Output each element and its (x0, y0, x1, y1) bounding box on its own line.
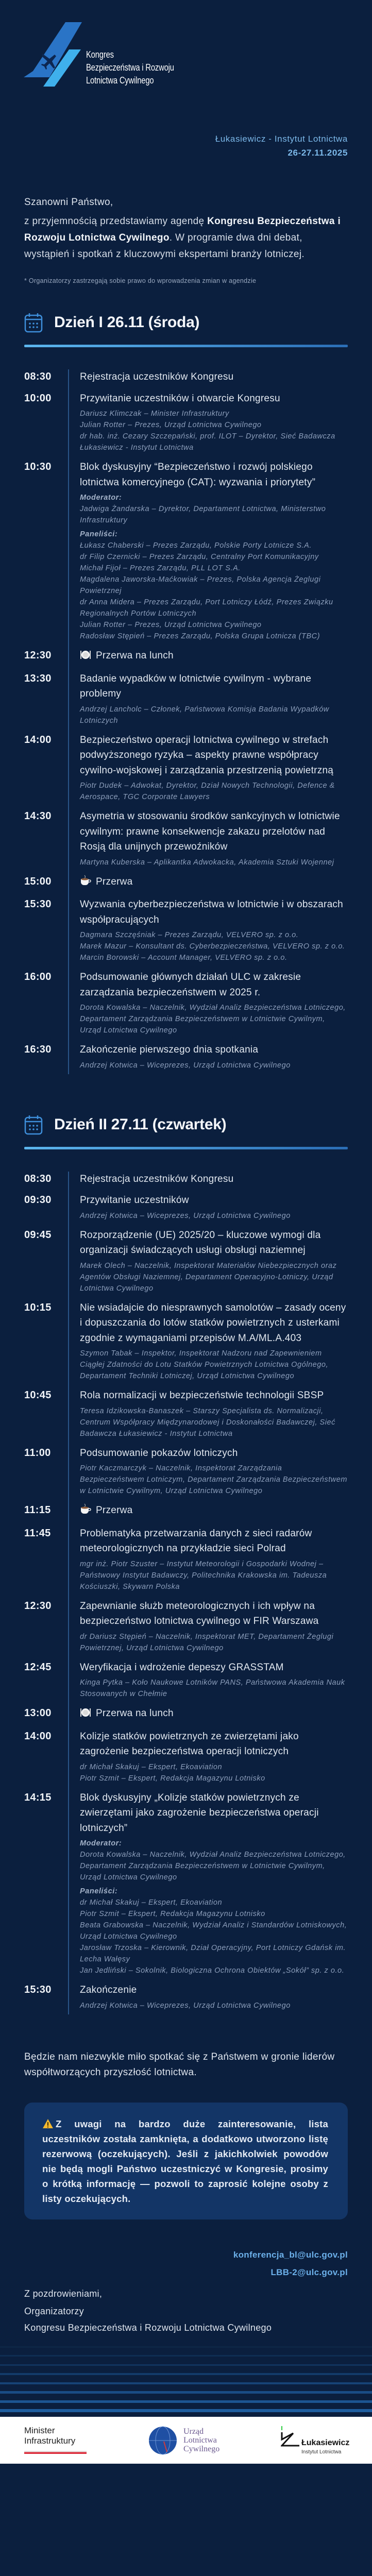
agenda-item (24, 369, 348, 385)
speaker: Marek Olech – Naczelnik, Inspektorat Materiałów Niebezpiecznych oraz Agentów Obsługi Naziemnej, Departament Operacyjno-Lotniczy, Urząd Lotnictwa Cywilnego (80, 1261, 337, 1293)
speaker-group (80, 1761, 348, 1784)
agenda (0, 312, 372, 2011)
intro-text: . W programie dwa dni debat, wystąpień i spotkań z kluczowymi ekspertami branży lotniczej. (24, 232, 305, 260)
speaker: Beata Grabowska – Naczelnik, Wydział Analiz i Standardów Lotniskowych, Urząd Lotnictwa Cywilnego (80, 1921, 347, 1941)
day-title: Dzień II 27.11 (czwartek) (54, 1115, 227, 1133)
agenda-content (80, 1388, 348, 1439)
stripe (0, 2364, 372, 2366)
agenda-content (80, 809, 348, 868)
agenda-title (80, 648, 348, 665)
agenda-item (24, 1526, 348, 1592)
speaker-group (80, 857, 348, 868)
agenda-title (80, 809, 348, 855)
stripe (0, 2346, 372, 2348)
speaker: Martyna Kuberska – Aplikantka Adwokacka, Akademia Sztuki Wojennej (80, 858, 334, 867)
intro-congress-name: Kongresu Bezpieczeństwa i Rozwoju Lotnictwa Cywilnego (24, 216, 341, 243)
speaker: dr Michał Skakuj – Ekspert, Ekoaviation (80, 1899, 223, 1907)
speaker-group (80, 1463, 348, 1497)
stripe (0, 2373, 372, 2375)
agenda-content (80, 733, 348, 803)
agenda-time: 10:30 (24, 461, 52, 472)
agenda-title (80, 1042, 348, 1058)
agenda-title (80, 671, 348, 702)
agenda-time: 15:30 (24, 1984, 52, 1995)
agenda-item (24, 460, 348, 642)
day-title: Dzień I 26.11 (środa) (54, 314, 200, 331)
speaker: Jadwiga Żandarska – Dyrektor, Departament Lotnictwa, Ministerstwo Infrastruktury (80, 505, 326, 524)
speaker-group (80, 780, 348, 803)
intro-paragraph (24, 213, 348, 263)
ministry-logo (24, 2426, 87, 2454)
agenda-time: 10:15 (24, 1301, 52, 1313)
agenda-title (80, 1388, 348, 1403)
logo-line: Kongres (86, 49, 114, 60)
decorative-stripes (0, 2342, 372, 2417)
ulc-logo-line: Urząd (183, 2427, 204, 2436)
agenda-time: 10:00 (24, 392, 52, 404)
agenda-title-text: Nie wsiadajcie do niesprawnych samolotów – zasady oceny i dopuszczania do lotów statków powietrznych z usterkami zgodnie z wymaganiami przepisów M.A/ML.A.403 (80, 1302, 346, 1344)
stripe (0, 2355, 372, 2357)
ministry-logo-line: Infrastruktury (24, 2435, 76, 2446)
congress-logo-icon (23, 22, 84, 88)
agenda-title-text: Zapewnianie służb meteorologicznych i ich wpływ na bezpieczeństwo lotnictwa cywilnego w FIR Warszawa (80, 1600, 319, 1626)
speaker-group (80, 1886, 348, 1976)
day-header (24, 312, 348, 333)
agenda-content (80, 1042, 348, 1071)
lukasiewicz-subtitle: Instytut Lotnictwa (301, 2449, 342, 2455)
agenda-title-text: Zakończenie pierwszego dnia spotkania (80, 1044, 259, 1055)
agenda-content (80, 1660, 348, 1700)
agenda-time: 12:30 (24, 1600, 52, 1612)
speaker-group (80, 1060, 348, 1071)
agenda-item (24, 1790, 348, 1977)
agenda-item (24, 1599, 348, 1654)
agenda-title (80, 1172, 348, 1187)
agenda-item (24, 1729, 348, 1784)
agenda-title-text: Przerwa (96, 1505, 133, 1516)
agenda-item (24, 1193, 348, 1222)
speaker: Radosław Stępień – Prezes Zarządu, Polska Grupa Lotnicza (TBC) (80, 632, 320, 640)
agenda-item (24, 648, 348, 665)
lunch-plate-icon (80, 650, 91, 665)
agenda-title-text: Podsumowanie głównych działań ULC w zakresie zarządzania bezpieczeństwem w 2025 r. (80, 972, 301, 998)
speaker: Julian Rotter – Prezes, Urząd Lotnictwa Cywilnego (80, 621, 262, 629)
ulc-logo-line: Lotnictwa (183, 2436, 217, 2445)
signature-line: Kongresu Bezpieczeństwa i Rozwoju Lotnictwa Cywilnego (24, 2322, 272, 2333)
agenda-title-text: Przerwa (96, 876, 133, 887)
agenda-item (24, 897, 348, 963)
agenda-item (24, 1503, 348, 1520)
stripe (0, 2391, 372, 2394)
coffee-icon (80, 875, 91, 891)
agenda-content (80, 1503, 348, 1520)
speaker-group (80, 704, 348, 726)
agenda-item (24, 1300, 348, 1382)
agenda-content (80, 897, 348, 963)
speaker: Jan Jedliński – Sokolnik, Biologiczna Ochrona Obiektów „Sokół” sp. z o.o. (80, 1967, 345, 1975)
agenda-list (24, 369, 348, 1071)
agenda-time: 11:45 (24, 1527, 51, 1539)
agenda-content (80, 970, 348, 1036)
agenda-title (80, 1982, 348, 1998)
agenda-item (24, 874, 348, 891)
day-header (24, 1114, 348, 1135)
speaker-group (80, 1838, 348, 1883)
speaker-group-label: Paneliści: (80, 530, 118, 538)
ulc-logo (148, 2426, 219, 2455)
agenda-title-text: Rozporządzenie (UE) 2025/20 – kluczowe wymogi dla organizacji świadczących usługi obsługi naziemnej (80, 1229, 321, 1256)
speaker: Andrzej Kotwica – Wiceprezes, Urząd Lotnictwa Cywilnego (80, 2001, 291, 2010)
day-section (0, 312, 372, 1071)
agenda-title (80, 1503, 348, 1520)
agenda-title (80, 897, 348, 927)
email-link-konferencja[interactable]: konferencja_bl@ulc.gov.pl (233, 2249, 348, 2260)
agenda-item (24, 671, 348, 726)
agenda-content (80, 460, 348, 642)
agenda-content (80, 1172, 348, 1187)
speaker: dr Dariusz Stępień – Naczelnik, Inspektorat MET, Departament Żeglugi Powietrznej, Urząd Lotnictwa Cywilnego (80, 1632, 334, 1652)
speaker: Teresa Idzikowska-Banaszek – Starszy Specjalista ds. Normalizacji, Centrum Współpracy Międzynarodowej i Doskonałości Badawczej, Sieć Badawcza Łukasiewicz - Instytut Lotnictwa (80, 1406, 335, 1438)
agenda-item (24, 1042, 348, 1071)
agenda-title-text: Przerwa na lunch (96, 650, 174, 661)
agenda-item (24, 970, 348, 1036)
agenda-time: 11:15 (24, 1504, 51, 1516)
agenda-title (80, 1706, 348, 1723)
agenda-title-text: Kolizje statków powietrznych ze zwierzętami jako zagrożenie bezpieczeństwa operacji lotniczych (80, 1731, 299, 1757)
agenda-title (80, 1228, 348, 1258)
agenda-title-text: Bezpieczeństwo operacji lotnictwa cywilnego w strefach podwyższonego ryzyka – aspekty prawne współpracy cywilno-wojskowej i zarządzania przestrzenią powietrzną (80, 734, 334, 776)
agenda-title-text: Blok dyskusyjny „Kolizje statków powietrznych ze zwierzętami jako zagrożenie bezpieczeństwa operacji lotniczych” (80, 1792, 319, 1834)
speaker: Dorota Kowalska – Naczelnik, Wydział Analiz Bezpieczeństwa Lotniczego, Departament Zarządzania Bezpieczeństwem w Lotnictwie Cywilnym, Urząd Lotnictwa Cywilnego (80, 1851, 346, 1882)
agenda-content (80, 1228, 348, 1294)
agenda-time: 13:00 (24, 1707, 52, 1719)
speaker-group (80, 929, 348, 963)
speaker-group (80, 529, 348, 642)
agenda-item (24, 391, 348, 454)
agenda-time: 12:30 (24, 650, 52, 661)
speaker: Jarosław Trzoska – Kierownik, Dział Operacyjny, Port Lotniczy Gdańsk im. Lecha Wałęsy (80, 1944, 346, 1963)
agenda-item (24, 733, 348, 803)
logo-line: Lotnictwa Cywilnego (86, 75, 154, 86)
agenda-item (24, 1388, 348, 1439)
congress-logo-text (86, 48, 174, 87)
speaker: Dariusz Klimczak – Minister Infrastruktury (80, 410, 229, 418)
intro (0, 194, 372, 286)
agenda-title (80, 1599, 348, 1629)
agenda-content (80, 369, 348, 385)
agenda-title-text: Przywitanie uczestników i otwarcie Kongresu (80, 393, 280, 404)
venue-block (215, 132, 348, 160)
speaker: dr hab. inż. Cezary Szczepański, prof. ILOT – Dyrektor, Sieć Badawcza Łukasiewicz - Instytut Lotnictwa (80, 432, 335, 452)
speaker: Marek Mazur – Konsultant ds. Cyberbezpieczeństwa, VELVERO sp. z o.o. (80, 942, 345, 951)
agenda-title (80, 1193, 348, 1208)
speaker: Julian Rotter – Prezes, Urząd Lotnictwa Cywilnego (80, 421, 262, 429)
speaker: Andrzej Kotwica – Wiceprezes, Urząd Lotnictwa Cywilnego (80, 1211, 291, 1220)
calendar-icon (24, 1114, 43, 1135)
agenda-title (80, 391, 348, 406)
speaker-group (80, 1348, 348, 1382)
agenda-time: 15:30 (24, 899, 52, 910)
speaker-group (80, 1260, 348, 1294)
agenda-title-text: Asymetria w stosowaniu środków sankcyjnych w lotnictwie cywilnym: prawne konsekwencje zakazu przelotów nad Rosją dla unijnych przewoźników (80, 811, 340, 852)
greeting: Szanowni Państwo, (24, 197, 113, 208)
agenda-time: 14:15 (24, 1791, 52, 1803)
agenda-content (80, 1599, 348, 1654)
agenda-title (80, 970, 348, 1000)
speaker: Piotr Dudek – Adwokat, Dyrektor, Dział Nowych Technologii, Defence & Aerospace, TGC Corporate Lawyers (80, 782, 335, 801)
speaker: dr Anna Midera – Prezes Zarządu, Port Lotniczy Łódź, Prezes Związku Regionalnych Portów Lotniczych (80, 598, 333, 618)
header (0, 0, 372, 194)
stripe (0, 2400, 372, 2403)
agenda-title-text: Podsumowanie pokazów lotniczych (80, 1447, 238, 1459)
speaker: dr Filip Czernicki – Prezes Zarządu, Centralny Port Komunikacyjny (80, 553, 319, 561)
agenda-content (80, 1526, 348, 1592)
speaker-group (80, 1558, 348, 1592)
agenda-change-note: * Organizatorzy zastrzegają sobie prawo do wprowadzenia zmian w agendzie (24, 277, 257, 284)
agenda-item (24, 1982, 348, 2011)
agenda-item (24, 809, 348, 868)
logo-line: Bezpieczeństwa i Rozwoju (86, 62, 174, 73)
speaker: Dorota Kowalska – Naczelnik, Wydział Analiz Bezpieczeństwa Lotniczego, Departament Zarządzania Bezpieczeństwem w Lotnictwie Cywilnym, Urząd Lotnictwa Cywilnego (80, 1004, 346, 1035)
agenda-content (80, 391, 348, 454)
speaker: Andrzej Lancholc – Członek, Państwowa Komisja Badania Wypadków Lotniczych (80, 705, 329, 725)
speaker-group (80, 408, 348, 453)
agenda-list (24, 1172, 348, 2011)
partner-logos (0, 2417, 372, 2464)
agenda-time: 09:30 (24, 1194, 52, 1206)
agenda-content (80, 1706, 348, 1723)
agenda-time: 16:00 (24, 971, 52, 982)
agenda-title (80, 1446, 348, 1461)
agenda-time: 11:00 (24, 1447, 51, 1459)
agenda-title (80, 369, 348, 385)
speaker: Magdalena Jaworska-Maćkowiak – Prezes, Polska Agencja Żeglugi Powietrznej (80, 575, 321, 595)
speaker-group (80, 2000, 348, 2011)
ulc-logo-line: Cywilnego (183, 2445, 220, 2453)
speaker: Piotr Szmit – Ekspert, Redakcja Magazynu Lotnisko (80, 1774, 265, 1783)
agenda-title (80, 1300, 348, 1346)
stripe (0, 2409, 372, 2412)
agenda-time: 13:30 (24, 672, 52, 684)
agenda-title (80, 1526, 348, 1556)
agenda-title-text: Rejestracja uczestników Kongresu (80, 371, 234, 382)
speaker: Łukasz Chaberski – Prezes Zarządu, Polskie Porty Lotnicze S.A. (80, 541, 312, 550)
speaker-group (80, 1677, 348, 1700)
speaker-group (80, 1405, 348, 1439)
agenda-title (80, 733, 348, 778)
speaker: Piotr Szmit – Ekspert, Redakcja Magazynu Lotnisko (80, 1910, 265, 1918)
agenda-item (24, 1706, 348, 1723)
speaker-group-label: Moderator: (80, 1839, 122, 1848)
invitation-text: Będzie nam niezwykle miło spotkać się z Państwem w gronie liderów współtworzących przyszłość lotnictwa. (24, 2051, 335, 2078)
lukasiewicz-name: Łukasiewicz (301, 2438, 350, 2447)
agenda-content (80, 648, 348, 665)
ministry-logo-line: Minister (24, 2425, 55, 2435)
agenda-content (80, 874, 348, 891)
agenda-content (80, 1300, 348, 1382)
agenda-title (80, 460, 348, 490)
agenda-item (24, 1172, 348, 1187)
agenda-content (80, 671, 348, 726)
agenda-title (80, 1729, 348, 1759)
agenda-title-text: Zakończenie (80, 1985, 137, 1995)
agenda-title-text: Blok dyskusyjny “Bezpieczeństwo i rozwój polskiego lotnictwa komercyjnego (CAT): wyzwania i priorytety” (80, 462, 316, 488)
waitlist-notice (24, 2103, 348, 2219)
agenda-title-text: Rejestracja uczestników Kongresu (80, 1173, 234, 1184)
agenda-time: 15:00 (24, 875, 52, 887)
contact-emails (0, 2246, 372, 2281)
calendar-icon (24, 312, 43, 333)
speaker: Dagmara Szczęśniak – Prezes Zarządu, VELVERO sp. z o.o. (80, 931, 299, 939)
agenda-time: 16:30 (24, 1044, 52, 1055)
agenda-content (80, 1193, 348, 1222)
speaker: Michał Fijoł – Prezes Zarządu, PLL LOT S.A. (80, 564, 241, 572)
ulc-globe-icon (148, 2426, 177, 2455)
speaker: Kinga Pytka – Koło Naukowe Lotników PANS, Państwowa Akademia Nauk Stosowanych w Chełmie (80, 1679, 345, 1698)
speaker-group (80, 1631, 348, 1654)
polish-flag-icon (24, 2451, 87, 2454)
agenda-time: 08:30 (24, 1173, 52, 1184)
agenda-time: 12:45 (24, 1661, 52, 1673)
agenda-title (80, 1660, 348, 1675)
speaker-group-label: Moderator: (80, 494, 122, 502)
lukasiewicz-logo (281, 2426, 353, 2457)
agenda-content (80, 1446, 348, 1497)
venue-name: Łukasiewicz - Instytut Lotnictwa (215, 134, 348, 144)
warning-icon (42, 2119, 54, 2129)
agenda-content (80, 1790, 348, 1977)
signature-line: Organizatorzy (24, 2306, 84, 2316)
intro-text: z przyjemnością przedstawiamy agendę (24, 216, 208, 227)
speaker: Andrzej Kotwica – Wiceprezes, Urząd Lotnictwa Cywilnego (80, 1061, 291, 1070)
agenda-title (80, 1790, 348, 1836)
waitlist-text: Z uwagi na bardzo duże zainteresowanie, lista uczestników została zamknięta, a dodatkowo utworzono listę rezerwową (oczekujących). Jeśli z jakichkolwiek powodów nie będą mogli Państwo uczestniczyć w Kongresie, prosimy o krótką informację — pozwoli to zaprosić kolejne osoby z listy oczekujących. (42, 2118, 328, 2204)
agenda-title-text: Przywitanie uczestników (80, 1195, 189, 1206)
regards: Z pozdrowieniami, (24, 2288, 103, 2299)
lunch-plate-icon (80, 1707, 91, 1723)
signature (0, 2284, 372, 2336)
speaker: Szymon Tabak – Inspektor, Inspektorat Nadzoru nad Zapewnieniem Ciągłej Zdatności do Lotu Statków Powietrznych Lotnictwa Ogólnego, Departament Techniki Lotniczej, Urząd Lotnictwa Cywilnego (80, 1349, 329, 1380)
stripe (0, 2382, 372, 2385)
speaker-group (80, 1210, 348, 1222)
agenda-item (24, 1228, 348, 1294)
agenda-title-text: Rola normalizacji w bezpieczeństwie technologii SBSP (80, 1390, 324, 1401)
agenda-title-text: Wyzwania cyberbezpieczeństwa w lotnictwie i w obszarach współpracujących (80, 899, 343, 925)
agenda-item (24, 1446, 348, 1497)
speaker-group (80, 1002, 348, 1036)
agenda-title-text: Problematyka przetwarzania danych z sieci radarów meteorologicznych na przykładzie sieci Polrad (80, 1528, 312, 1554)
day-section (0, 1114, 372, 2011)
agenda-time: 10:45 (24, 1389, 52, 1401)
speaker-group-label: Paneliści: (80, 1887, 118, 1895)
agenda-title (80, 874, 348, 891)
agenda-content (80, 1729, 348, 1784)
ulc-logo-text (183, 2427, 219, 2453)
email-link-lbb2[interactable]: LBB-2@ulc.gov.pl (270, 2267, 348, 2277)
day-divider (24, 345, 348, 347)
event-dates: 26-27.11.2025 (288, 148, 348, 158)
coffee-icon (80, 1503, 91, 1520)
speaker-group (80, 492, 348, 526)
agenda-time: 09:45 (24, 1229, 52, 1241)
agenda-time: 14:30 (24, 810, 52, 822)
agenda-time: 08:30 (24, 371, 52, 382)
speaker: dr Michał Skakuj – Ekspert, Ekoaviation (80, 1762, 223, 1771)
speaker: mgr inż. Piotr Szuster – Instytut Meteorologii i Gospodarki Wodnej – Państwowy Instytut Badawczy, Politechnika Krakowska im. Tadeusza Kościuszki, Skywarn Polska (80, 1560, 327, 1591)
speaker: Marcin Borowski – Account Manager, VELVERO sp. z o.o. (80, 954, 288, 962)
agenda-item (24, 1660, 348, 1700)
agenda-time: 14:00 (24, 1730, 52, 1742)
agenda-title-text: Weryfikacja i wdrożenie depeszy GRASSTAM (80, 1662, 284, 1673)
speaker: Piotr Kaczmarczyk – Naczelnik, Inspektorat Zarządzania Bezpieczeństwem Lotniczym, Departament Zarządzania Bezpieczeństwem w Lotnictwie Cywilnym, Urząd Lotnictwa Cywilnego (80, 1464, 348, 1495)
agenda-content (80, 1982, 348, 2011)
day-divider (24, 1147, 348, 1149)
agenda-time: 14:00 (24, 734, 52, 745)
agenda-title-text: Badanie wypadków w lotnictwie cywilnym - wybrane problemy (80, 673, 312, 699)
agenda-title-text: Przerwa na lunch (96, 1708, 174, 1719)
lukasiewicz-mark-icon (281, 2426, 301, 2452)
